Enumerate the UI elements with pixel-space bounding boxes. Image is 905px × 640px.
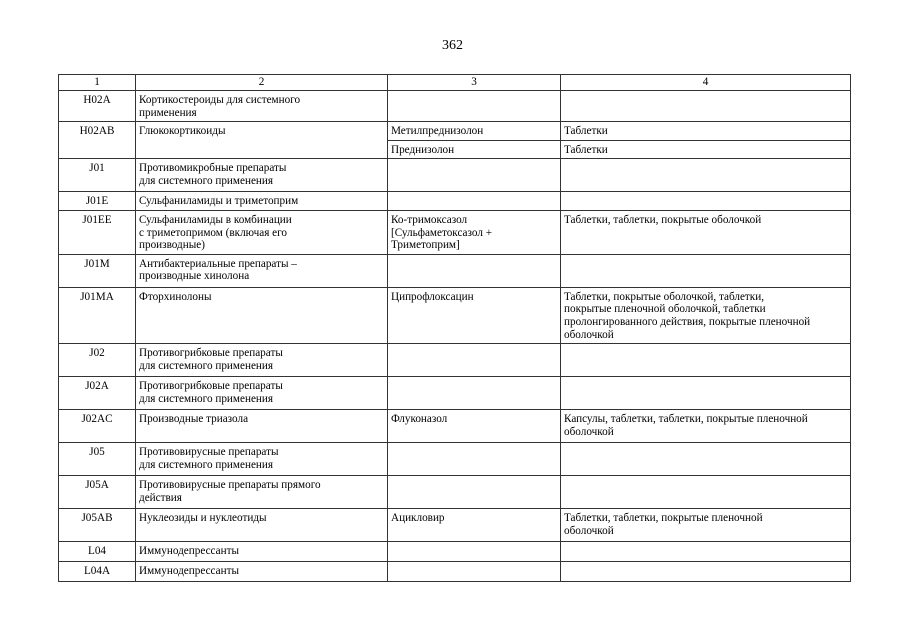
anatomical-therapeutic-group-cell: Иммунодепрессанты [136, 562, 388, 582]
anatomical-therapeutic-group-cell: Иммунодепрессанты [136, 542, 388, 562]
dosage-form-cell [561, 91, 851, 122]
anatomical-therapeutic-group-cell: Антибактериальные препараты – производные хинолона [136, 254, 388, 287]
table-row [59, 210, 851, 254]
table-row [59, 542, 851, 562]
anatomical-therapeutic-group-cell: Сульфаниламиды в комбинации с триметопримом (включая его производные) [136, 210, 388, 254]
table-row [59, 562, 851, 582]
atc-code-cell: L04A [59, 562, 136, 582]
anatomical-therapeutic-group-cell: Производные триазола [136, 410, 388, 443]
atc-code-cell: J05A [59, 476, 136, 509]
atc-code-cell: J02 [59, 344, 136, 377]
drug-name-cell [388, 476, 561, 509]
dosage-form-cell [561, 344, 851, 377]
column-header: 3 [388, 75, 561, 91]
dosage-form-cell: Таблетки, покрытые оболочкой, таблетки, покрытые пленочной оболочкой, таблетки пролонгированного действия, покрытые пленочной оболочкой [561, 287, 851, 343]
column-header: 1 [59, 75, 136, 91]
anatomical-therapeutic-group-cell: Фторхинолоны [136, 287, 388, 343]
table-row [59, 443, 851, 476]
atc-code-cell: J05 [59, 443, 136, 476]
anatomical-therapeutic-group-cell: Кортикостероиды для системного применения [136, 91, 388, 122]
atc-code-cell: J01E [59, 192, 136, 211]
atc-code-cell: H02A [59, 91, 136, 122]
drug-name-cell [388, 562, 561, 582]
atc-code-cell: L04 [59, 542, 136, 562]
atc-code-cell: J02A [59, 377, 136, 410]
table-row [59, 192, 851, 211]
table-row [59, 91, 851, 122]
drug-name-cell [388, 91, 561, 122]
drug-name-cell [388, 192, 561, 211]
table-row [59, 410, 851, 443]
drug-name-cell: Флуконазол [388, 410, 561, 443]
atc-code-cell: J01MA [59, 287, 136, 343]
column-header: 2 [136, 75, 388, 91]
drug-name-cell: Преднизолон [388, 140, 561, 159]
dosage-form-cell: Капсулы, таблетки, таблетки, покрытые пленочной оболочкой [561, 410, 851, 443]
drug-name-cell [388, 344, 561, 377]
drug-name-cell: Метилпреднизолон [388, 122, 561, 141]
atc-code-cell: J01M [59, 254, 136, 287]
atc-code-cell: J05AB [59, 509, 136, 542]
table-header-row [59, 75, 851, 91]
table-row [59, 476, 851, 509]
table-row [59, 377, 851, 410]
anatomical-therapeutic-group-cell: Сульфаниламиды и триметоприм [136, 192, 388, 211]
table-body [59, 91, 851, 582]
anatomical-therapeutic-group-cell: Противовирусные препараты прямого действия [136, 476, 388, 509]
table-row [59, 344, 851, 377]
dosage-form-cell [561, 192, 851, 211]
drug-name-cell [388, 377, 561, 410]
page-number: 362 [442, 38, 463, 53]
dosage-form-cell [561, 159, 851, 192]
table-row [59, 159, 851, 192]
anatomical-therapeutic-group-cell: Противомикробные препараты для системного применения [136, 159, 388, 192]
table-row [59, 509, 851, 542]
atc-code-cell: J01EE [59, 210, 136, 254]
dosage-form-cell [561, 254, 851, 287]
atc-code-cell: H02AB [59, 122, 136, 159]
dosage-form-cell [561, 542, 851, 562]
anatomical-therapeutic-group-cell: Противогрибковые препараты для системного применения [136, 377, 388, 410]
atc-code-cell: J02AC [59, 410, 136, 443]
anatomical-therapeutic-group-cell: Нуклеозиды и нуклеотиды [136, 509, 388, 542]
dosage-form-cell: Таблетки, таблетки, покрытые оболочкой [561, 210, 851, 254]
dosage-form-cell [561, 443, 851, 476]
drug-name-cell: Ко-тримоксазол [Сульфаметоксазол + Триметоприм] [388, 210, 561, 254]
dosage-form-cell: Таблетки [561, 140, 851, 159]
dosage-form-cell [561, 377, 851, 410]
column-header: 4 [561, 75, 851, 91]
anatomical-therapeutic-group-cell: Противовирусные препараты для системного применения [136, 443, 388, 476]
dosage-form-cell: Таблетки, таблетки, покрытые пленочной оболочкой [561, 509, 851, 542]
anatomical-therapeutic-group-cell: Противогрибковые препараты для системного применения [136, 344, 388, 377]
dosage-form-cell [561, 476, 851, 509]
atc-code-cell: J01 [59, 159, 136, 192]
table-row [59, 287, 851, 343]
dosage-form-cell: Таблетки [561, 122, 851, 141]
drug-name-cell: Ацикловир [388, 509, 561, 542]
drug-table [58, 74, 851, 582]
dosage-form-cell [561, 562, 851, 582]
drug-name-cell [388, 159, 561, 192]
table-row [59, 122, 851, 141]
table-row [59, 254, 851, 287]
drug-name-cell [388, 542, 561, 562]
drug-name-cell [388, 443, 561, 476]
anatomical-therapeutic-group-cell: Глюкокортикоиды [136, 122, 388, 159]
drug-name-cell [388, 254, 561, 287]
drug-name-cell: Ципрофлоксацин [388, 287, 561, 343]
